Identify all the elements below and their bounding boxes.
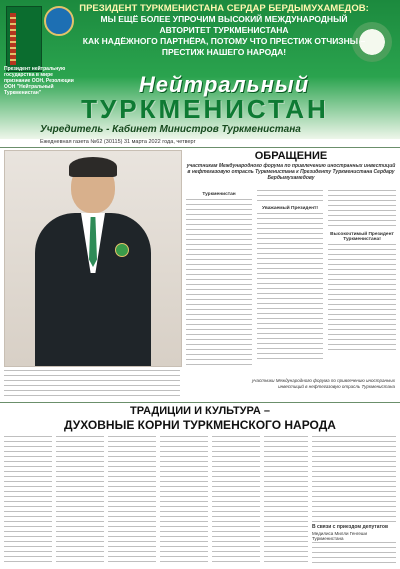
feature-column-7 <box>312 436 396 522</box>
column-3-label: Высокочтимый Президент Туркменистана! <box>330 232 394 243</box>
feature-column-4 <box>160 436 208 566</box>
newspaper-subtitle: Учредитель - Кабинет Министров Туркменистана <box>40 124 301 135</box>
column-1-label: Туркменистан <box>202 192 236 197</box>
feature-column-5 <box>212 436 260 566</box>
article-column-2 <box>257 190 323 368</box>
feature-col5-lines <box>212 436 260 566</box>
footer-note <box>312 525 396 564</box>
address-description: участникам Международного форума по привлечению иностранных инвестиций в нефтегазовую отрасль Туркменистана к Президенту Туркменистана Сердару Бердымухамедову <box>186 163 396 181</box>
feature-col3-lines <box>108 436 156 566</box>
lapel-badge-icon <box>115 243 129 257</box>
feature-column-1 <box>4 436 52 566</box>
side-note: Президент нейтральную государства в мире признание ООН, Резолюции ООН "Нейтральный Туркменистан" <box>4 66 74 96</box>
newspaper-title-line2: ТУРКМЕНИСТАН <box>81 94 329 124</box>
dateline: Ежедневная газета №62 (30115) 31 марта 2022 года, четверг <box>40 139 196 145</box>
feature-col2-lines <box>56 436 104 566</box>
flag-icon <box>6 6 42 72</box>
feature-column-3 <box>108 436 156 566</box>
feature-title-line2: ДУХОВНЫЕ КОРНИ ТУРКМЕНСКОГО НАРОДА <box>64 418 336 432</box>
emblem-icon <box>44 6 74 36</box>
feature-title <box>0 405 400 432</box>
footer-title: В связи с приездом депутатов <box>312 524 389 530</box>
feature-column-2 <box>56 436 104 566</box>
footer-heading: Медилиса Милли Генгеши Туркменистана <box>312 530 368 541</box>
column-3-text <box>328 244 396 354</box>
feature-title-line1: ТРАДИЦИИ И КУЛЬТУРА – <box>129 405 271 417</box>
column-2-label: Уважаемый Президент! <box>262 206 318 211</box>
section-divider <box>0 402 400 403</box>
column-2-text-top <box>257 190 323 204</box>
president-photo <box>4 150 182 367</box>
column-3-text-top <box>328 190 396 230</box>
headline-line1: ПРЕЗИДЕНТ ТУРКМЕНИСТАНА СЕРДАР БЕРДЫМУХАМЕДОВ: <box>79 3 369 14</box>
masthead-headline <box>74 3 374 58</box>
photo-hair <box>69 157 117 177</box>
column-1-text <box>186 199 252 367</box>
footer-lines <box>312 542 396 564</box>
newspaper-title-line1: Нейтральный <box>138 72 310 97</box>
column-2-text <box>257 213 323 363</box>
article-column-1 <box>186 190 252 368</box>
header-divider <box>0 147 400 148</box>
headline-line3: КАК НАДЁЖНОГО ПАРТНЁРА, ПОТОМУ ЧТО ПРЕСТИЖ ОТЧИЗНЫ – ПРЕСТИЖ НАШЕГО НАРОДА! <box>82 36 366 57</box>
left-lower-text <box>4 370 180 400</box>
left-lower-lines <box>4 370 180 400</box>
headline-line2: МЫ ЕЩЁ БОЛЕЕ УПРОЧИМ ВЫСОКИЙ МЕЖДУНАРОДНЫЙ АВТОРИТЕТ ТУРКМЕНИСТАНА <box>100 14 348 35</box>
feature-col7-lines <box>312 436 396 522</box>
feature-column-6 <box>264 436 308 566</box>
feature-col6-lines <box>264 436 308 566</box>
address-heading: ОБРАЩЕНИЕ <box>254 150 328 162</box>
address-header <box>186 150 396 181</box>
feature-col1-lines <box>4 436 52 566</box>
article-column-3 <box>328 190 396 368</box>
address-signature: участники Международного форума по привлечению иностранных инвестиций в нефтегазовую отрасль Туркменистана <box>251 378 395 389</box>
feature-col4-lines <box>160 436 208 566</box>
masthead <box>0 0 400 139</box>
